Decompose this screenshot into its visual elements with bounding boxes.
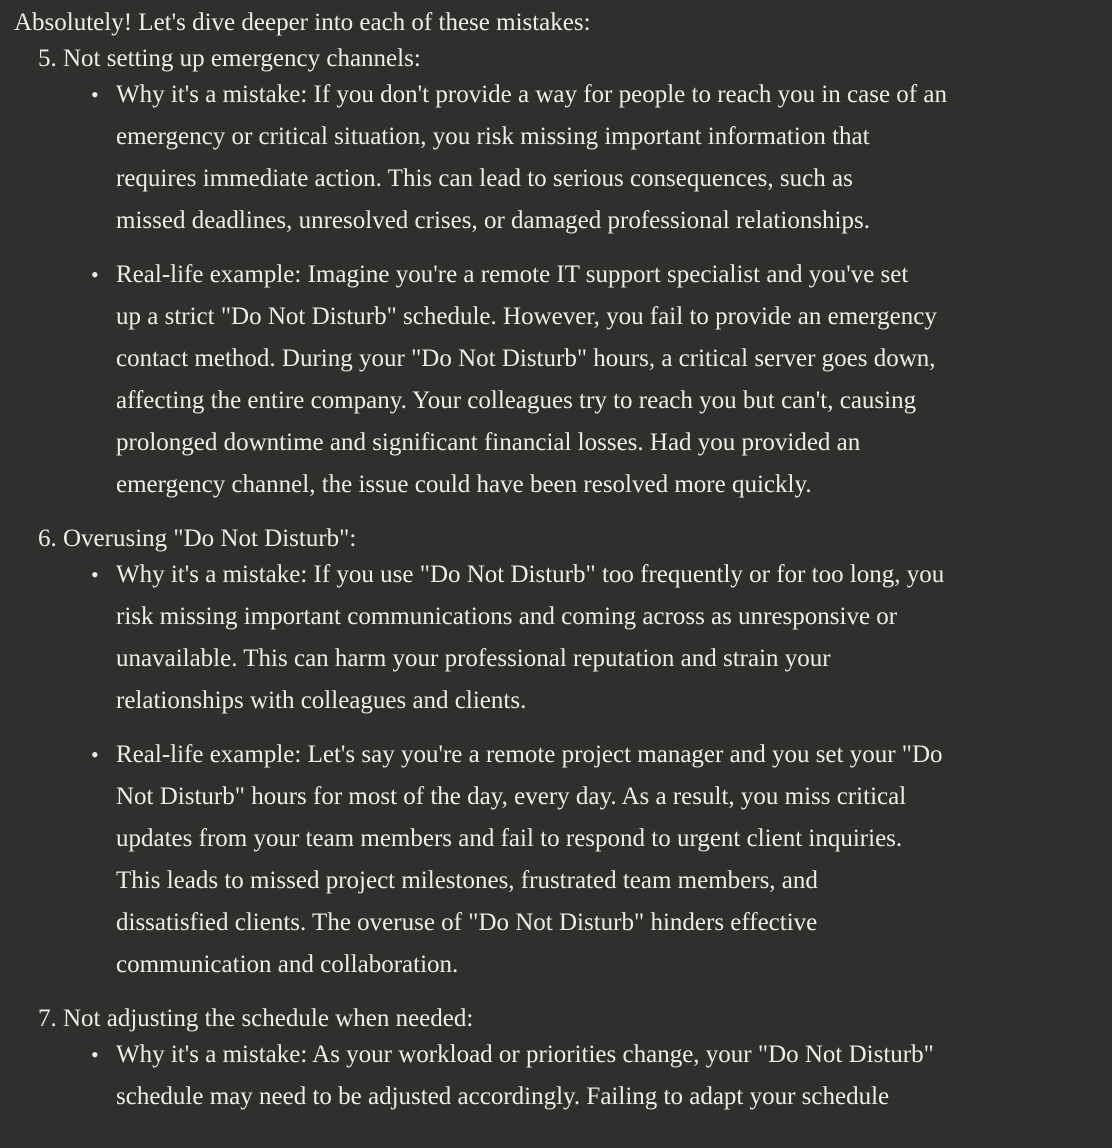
point-line: Real-life example: Let's say you're a remote project manager and you set your "Do xyxy=(116,741,943,768)
mistake-heading xyxy=(14,524,1112,554)
mistake-points xyxy=(14,554,1112,986)
point-line: dissatisfied clients. The overuse of "Do Not Disturb" hinders effective xyxy=(116,909,818,936)
point-line: requires immediate action. This can lead to serious consequences, such as xyxy=(116,165,853,192)
point-line: This leads to missed project milestones, frustrated team members, and xyxy=(116,867,818,894)
mistake-title: Not setting up emergency channels: xyxy=(63,45,421,72)
mistakes-list xyxy=(14,44,1112,1118)
point-line: emergency channel, the issue could have been resolved more quickly. xyxy=(116,471,812,498)
point-line: Not Disturb" hours for most of the day, every day. As a result, you miss critical xyxy=(116,783,907,810)
point-line: affecting the entire company. Your colleagues try to reach you but can't, causing xyxy=(116,387,917,414)
point-line: prolonged downtime and significant financial losses. Had you provided an xyxy=(116,429,861,456)
point-line: communication and collaboration. xyxy=(116,951,459,978)
point-line: up a strict "Do Not Disturb" schedule. However, you fail to provide an emergency xyxy=(116,303,937,330)
spacer xyxy=(14,722,1112,734)
point-line: updates from your team members and fail to respond to urgent client inquiries. xyxy=(116,825,903,852)
point-line: Why it's a mistake: As your workload or priorities change, your "Do Not Disturb" xyxy=(116,1041,934,1068)
point-why xyxy=(14,554,1112,722)
bullet-icon: • xyxy=(91,562,99,587)
point-line: Real-life example: Imagine you're a remote IT support specialist and you've set xyxy=(116,261,909,288)
point-line: Why it's a mistake: If you don't provide a way for people to reach you in case of an xyxy=(116,81,947,108)
bullet-icon: • xyxy=(91,82,99,107)
mistake-heading xyxy=(14,1004,1112,1034)
point-example xyxy=(14,254,1112,506)
mistake-title: Overusing "Do Not Disturb": xyxy=(63,525,357,552)
point-line: schedule may need to be adjusted accordingly. Failing to adapt your schedule xyxy=(116,1083,890,1110)
message-intro: Absolutely! Let's dive deeper into each of these mistakes: xyxy=(14,9,591,36)
bullet-icon: • xyxy=(91,1042,99,1067)
point-line: unavailable. This can harm your professional reputation and strain your xyxy=(116,645,831,672)
mistake-number: 7. xyxy=(38,1005,57,1032)
point-example xyxy=(14,734,1112,986)
point-why xyxy=(14,74,1112,242)
bullet-icon: • xyxy=(91,742,99,767)
point-line: Why it's a mistake: If you use "Do Not Disturb" too frequently or for too long, you xyxy=(116,561,945,588)
mistake-title: Not adjusting the schedule when needed: xyxy=(63,1005,474,1032)
mistake-item xyxy=(14,44,1112,506)
point-line: contact method. During your "Do Not Disturb" hours, a critical server goes down, xyxy=(116,345,936,372)
spacer xyxy=(14,242,1112,254)
point-line: relationships with colleagues and clients. xyxy=(116,687,527,714)
mistake-number: 6. xyxy=(38,525,57,552)
mistake-number: 5. xyxy=(38,45,57,72)
bullet-icon: • xyxy=(91,262,99,287)
point-line: emergency or critical situation, you risk missing important information that xyxy=(116,123,870,150)
mistake-item xyxy=(14,1004,1112,1118)
mistake-item xyxy=(14,524,1112,986)
point-line: risk missing important communications and coming across as unresponsive or xyxy=(116,603,898,630)
mistake-points xyxy=(14,1034,1112,1118)
mistake-points xyxy=(14,74,1112,506)
point-line: missed deadlines, unresolved crises, or damaged professional relationships. xyxy=(116,207,870,234)
point-why xyxy=(14,1034,1112,1118)
mistake-heading xyxy=(14,44,1112,74)
